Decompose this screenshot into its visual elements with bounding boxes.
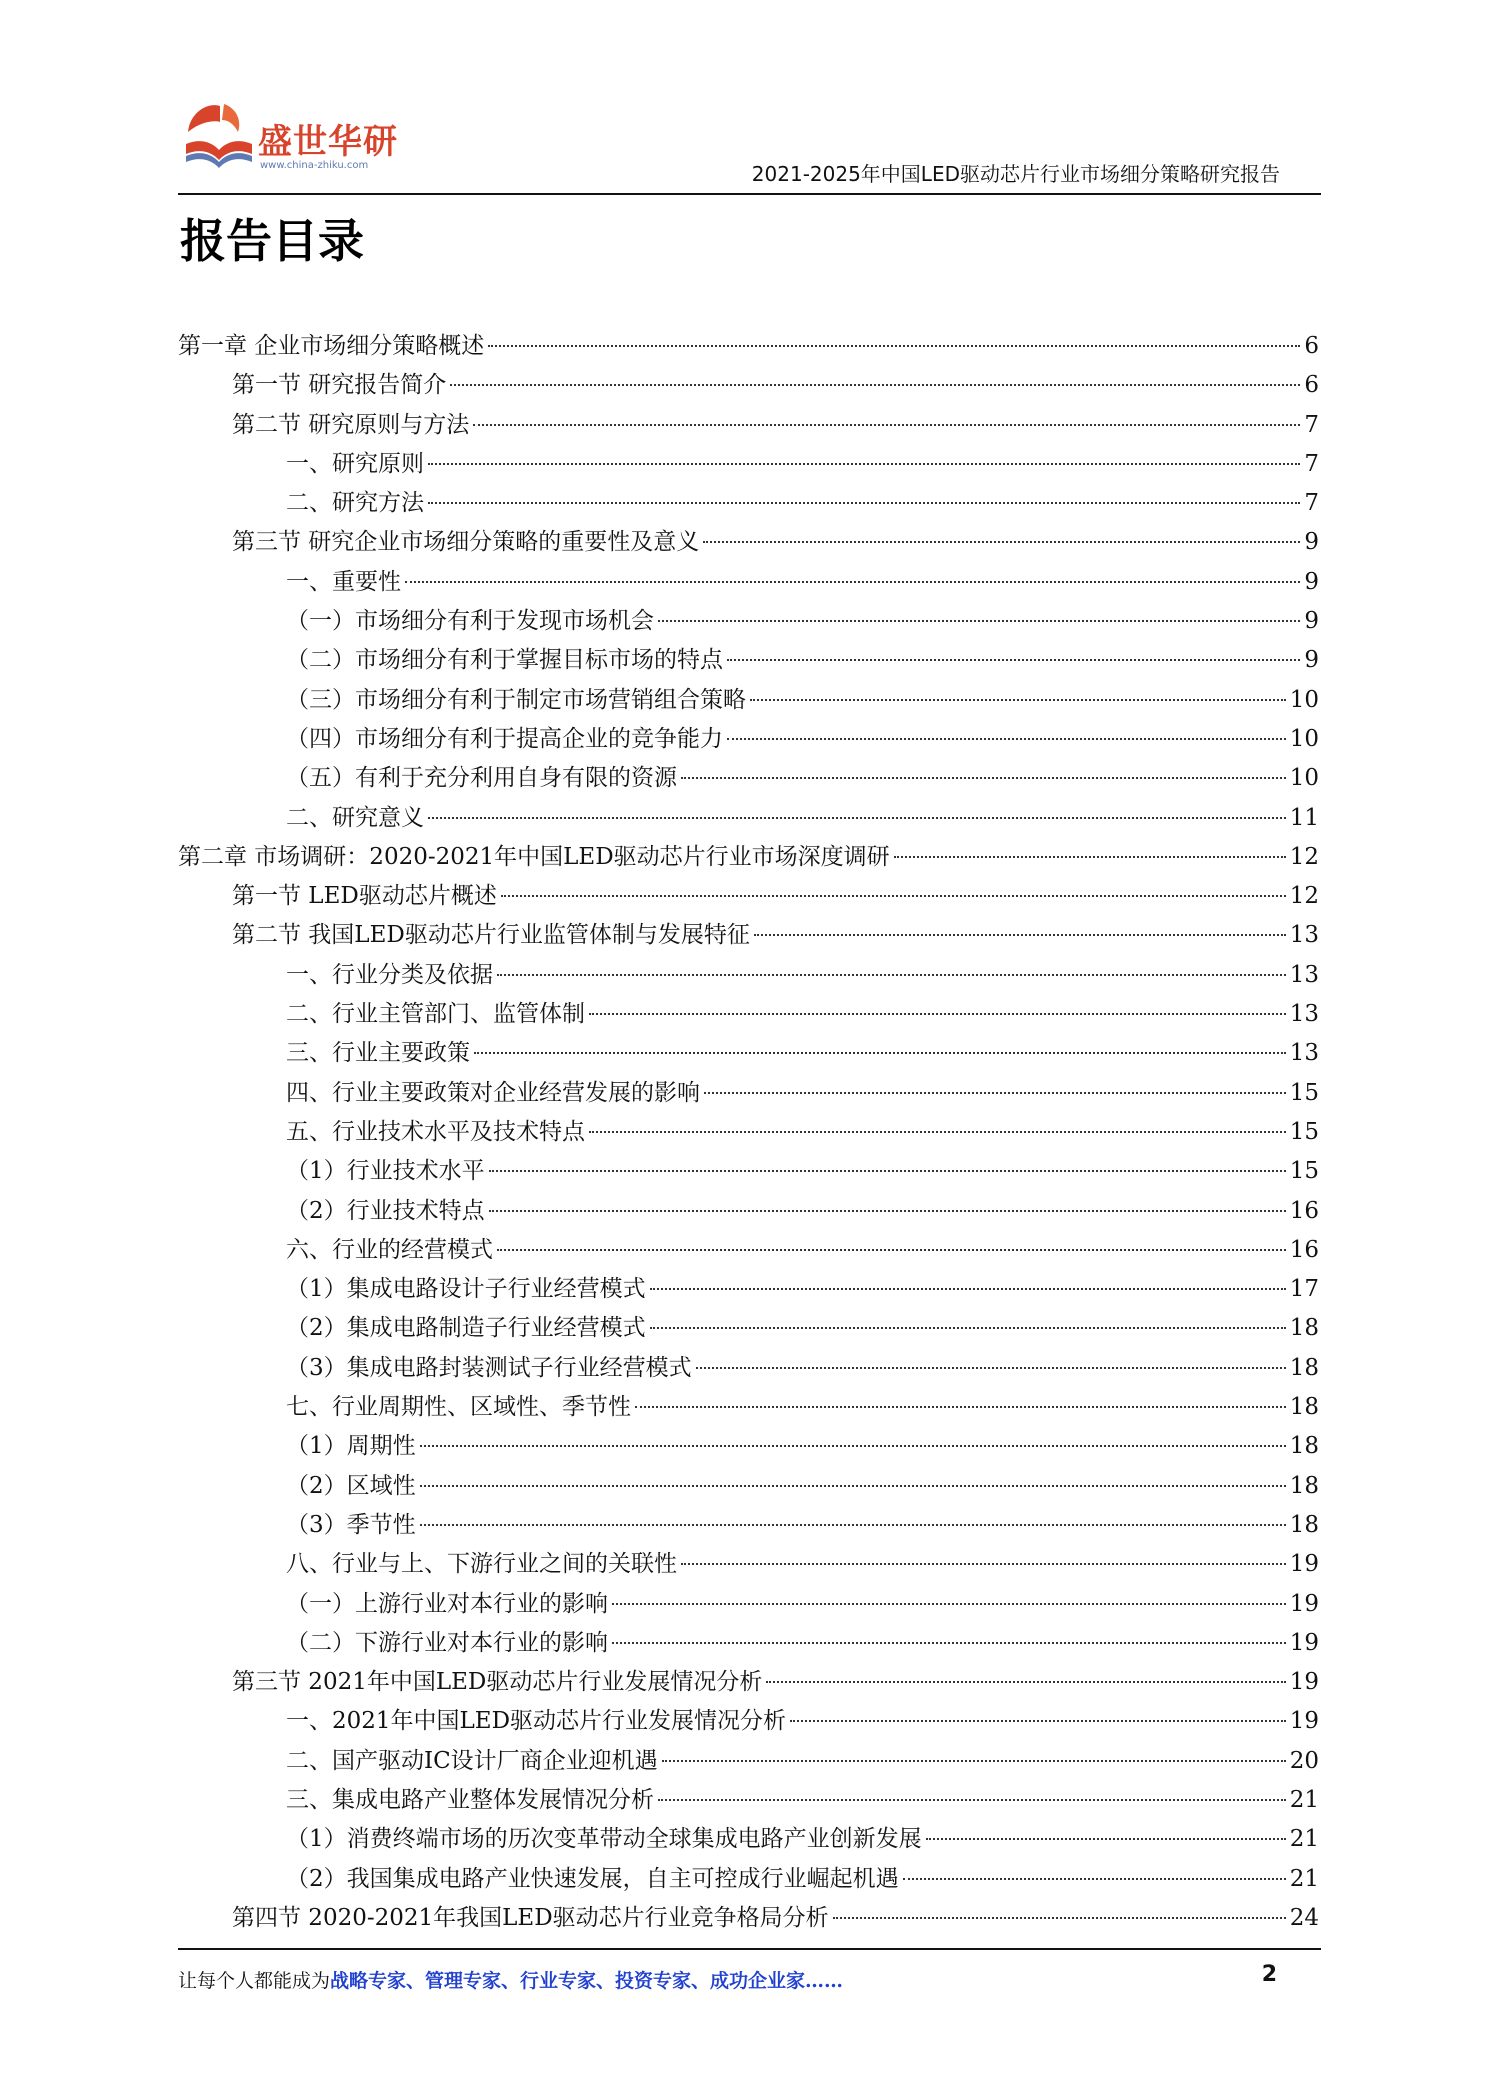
footer-slogan-highlight: 战略专家、管理专家、行业专家、投资专家、成功企业家…… [330,1970,844,1992]
toc-entry-page: 24 [1289,1904,1319,1931]
toc-entry-label: 二、国产驱动IC设计厂商企业迎机遇 [286,1747,658,1774]
toc-entry-page: 18 [1289,1394,1319,1421]
toc-entry[interactable] [178,1388,1319,1427]
logo-website: www.china-zhiku.com [260,160,369,171]
toc-entry-label: 第四节 2020-2021年我国LED驱动芯片行业竞争格局分析 [232,1904,829,1931]
toc-entry-page: 12 [1289,883,1319,910]
toc-entry-page: 18 [1289,1511,1319,1538]
book-logo-icon [180,98,258,176]
toc-entry-page: 21 [1289,1786,1319,1813]
toc-entry-label: （1）周期性 [286,1433,416,1460]
toc-entry-page: 10 [1289,725,1319,752]
toc-dot-leader [703,541,1300,543]
toc-dot-leader [658,1799,1286,1801]
toc-entry[interactable] [178,916,1319,955]
toc-entry-label: （三）市场细分有利于制定市场营销组合策略 [286,686,746,713]
toc-entry-label: （1）集成电路设计子行业经营模式 [286,1276,646,1303]
toc-entry-label: 一、研究原则 [286,450,424,477]
toc-dot-leader [926,1838,1286,1840]
toc-dot-leader [704,1092,1286,1094]
toc-entry-label: 四、行业主要政策对企业经营发展的影响 [286,1079,700,1106]
toc-dot-leader [833,1917,1286,1919]
toc-dot-leader [662,1760,1286,1762]
toc-dot-leader [489,1210,1286,1212]
toc-entry-page: 21 [1289,1826,1319,1853]
toc-entry[interactable] [178,1427,1319,1466]
toc-entry[interactable] [178,1231,1319,1270]
footer-slogan [178,1966,843,1993]
toc-entry-page: 9 [1304,568,1319,595]
toc-dot-leader [405,581,1300,583]
toc-entry-page: 9 [1304,608,1319,635]
toc-entry-label: 第二章 市场调研：2020-2021年中国LED驱动芯片行业市场深度调研 [178,843,890,870]
page-title: 报告目录 [180,214,364,268]
toc-entry[interactable] [178,1152,1319,1191]
toc-entry[interactable] [178,838,1319,877]
toc-entry[interactable] [178,1270,1319,1309]
toc-dot-leader [428,463,1300,465]
toc-entry-label: （二）市场细分有利于掌握目标市场的特点 [286,647,723,674]
toc-entry[interactable] [178,1663,1319,1702]
toc-entry[interactable] [178,1467,1319,1506]
toc-dot-leader [589,1013,1286,1015]
toc-entry-page: 10 [1289,686,1319,713]
toc-entry-label: 第一章 企业市场细分策略概述 [178,333,485,359]
toc-dot-leader [428,817,1286,819]
toc-entry-label: （二）下游行业对本行业的影响 [286,1629,608,1656]
toc-entry[interactable] [178,523,1319,562]
toc-dot-leader [589,1131,1286,1133]
toc-entry[interactable] [178,1545,1319,1584]
toc-dot-leader [474,1052,1286,1054]
toc-entry[interactable] [178,956,1319,995]
toc-dot-leader [497,974,1286,976]
toc-entry-page: 19 [1289,1669,1319,1696]
company-logo [180,98,540,183]
toc-dot-leader [681,1563,1286,1565]
toc-entry-label: 一、2021年中国LED驱动芯片行业发展情况分析 [286,1708,787,1735]
toc-entry-label: 一、行业分类及依据 [286,961,493,988]
toc-entry-page: 10 [1289,765,1319,792]
toc-entry[interactable] [178,995,1319,1034]
toc-dot-leader [903,1878,1286,1880]
page-number: 2 [1261,1962,1277,1987]
toc-entry-label: 二、研究方法 [286,490,424,517]
toc-entry[interactable] [178,1781,1319,1820]
toc-entry[interactable] [178,641,1319,680]
toc-entry[interactable] [178,602,1319,641]
toc-dot-leader [420,1524,1286,1526]
toc-entry-page: 17 [1289,1276,1319,1303]
toc-entry-page: 18 [1289,1472,1319,1499]
toc-entry[interactable] [178,799,1319,838]
toc-entry-page: 9 [1304,647,1319,674]
toc-dot-leader [650,1288,1286,1290]
toc-entry-page: 15 [1289,1079,1319,1106]
toc-entry-label: （五）有利于充分利用自身有限的资源 [286,765,677,792]
toc-entry-label: （一）上游行业对本行业的影响 [286,1590,608,1617]
toc-entry[interactable] [178,327,1319,366]
toc-entry-page: 21 [1289,1865,1319,1892]
toc-entry[interactable] [178,366,1319,405]
toc-entry-label: 八、行业与上、下游行业之间的关联性 [286,1551,677,1578]
toc-entry[interactable] [178,484,1319,523]
toc-entry[interactable] [178,563,1319,602]
toc-entry-page: 16 [1289,1197,1319,1224]
toc-entry-label: （1）行业技术水平 [286,1158,485,1185]
toc-entry-page: 13 [1289,1001,1319,1028]
toc-entry-label: 第三节 2021年中国LED驱动芯片行业发展情况分析 [232,1669,763,1696]
toc-entry-page: 15 [1289,1158,1319,1185]
toc-entry-label: （2）我国集成电路产业快速发展，自主可控成行业崛起机遇 [286,1865,899,1892]
toc-entry[interactable] [178,1820,1319,1859]
toc-entry-page: 7 [1304,411,1319,438]
toc-dot-leader [497,1249,1286,1251]
toc-entry-label: 第三节 研究企业市场细分策略的重要性及意义 [232,529,700,556]
toc-entry-label: 三、集成电路产业整体发展情况分析 [286,1786,654,1813]
toc-entry-page: 7 [1304,450,1319,477]
toc-dot-leader [727,738,1286,740]
toc-entry-label: （2）集成电路制造子行业经营模式 [286,1315,646,1342]
toc-entry[interactable] [178,1113,1319,1152]
toc-entry[interactable] [178,1309,1319,1348]
footer-slogan-prefix: 让每个人都能成为 [178,1970,331,1992]
toc-entry[interactable] [178,1899,1319,1938]
toc-entry[interactable] [178,681,1319,720]
toc-entry-label: 第二节 我国LED驱动芯片行业监管体制与发展特征 [232,922,750,949]
toc-entry[interactable] [178,1506,1319,1545]
toc-entry-label: （四）市场细分有利于提高企业的竞争能力 [286,725,723,752]
footer-divider [178,1948,1321,1950]
toc-dot-leader [420,1445,1286,1447]
toc-dot-leader [894,856,1286,858]
toc-entry-label: （2）行业技术特点 [286,1197,485,1224]
toc-dot-leader [428,502,1300,504]
toc-entry-label: （3）集成电路封装测试子行业经营模式 [286,1354,692,1381]
toc-entry-label: （一）市场细分有利于发现市场机会 [286,608,654,635]
toc-entry-page: 15 [1289,1118,1319,1145]
report-title: 2021-2025年中国LED驱动芯片行业市场细分策略研究报告 [751,162,1280,186]
toc-entry-page: 19 [1289,1629,1319,1656]
toc-entry[interactable] [178,1585,1319,1624]
toc-entry[interactable] [178,1034,1319,1073]
toc-entry-page: 12 [1289,843,1319,870]
toc-entry-page: 13 [1289,922,1319,949]
toc-entry-label: 七、行业周期性、区域性、季节性 [286,1394,631,1421]
toc-entry-page: 9 [1304,529,1319,556]
toc-entry[interactable] [178,877,1319,916]
toc-entry-page: 13 [1289,1040,1319,1067]
toc-entry-page: 16 [1289,1236,1319,1263]
toc-entry-label: 六、行业的经营模式 [286,1236,493,1263]
toc-dot-leader [681,777,1286,779]
toc-dot-leader [696,1367,1286,1369]
toc-entry-page: 18 [1289,1433,1319,1460]
toc-entry[interactable] [178,406,1319,445]
toc-dot-leader [473,424,1300,426]
toc-entry-page: 18 [1289,1315,1319,1342]
toc-entry-label: 五、行业技术水平及技术特点 [286,1118,585,1145]
toc-entry[interactable] [178,720,1319,759]
toc-dot-leader [650,1327,1286,1329]
toc-entry-label: 二、行业主管部门、监管体制 [286,1001,585,1028]
logo-company-name: 盛世华研 [258,122,398,162]
toc-entry-page: 18 [1289,1354,1319,1381]
toc-dot-leader [790,1720,1286,1722]
toc-dot-leader [450,384,1300,386]
toc-entry-label: （2）区域性 [286,1472,416,1499]
toc-dot-leader [658,620,1300,622]
toc-entry-label: 第一节 LED驱动芯片概述 [232,883,497,910]
toc-entry-page: 20 [1289,1747,1319,1774]
toc-entry-label: 三、行业主要政策 [286,1040,470,1067]
toc-entry[interactable] [178,759,1319,798]
toc-entry-label: 一、重要性 [286,568,401,595]
table-of-contents [178,327,1319,1938]
toc-entry[interactable] [178,1742,1319,1781]
toc-entry-label: 二、研究意义 [286,804,424,831]
toc-entry[interactable] [178,1860,1319,1899]
toc-dot-leader [754,934,1286,936]
toc-entry[interactable] [178,1349,1319,1388]
toc-dot-leader [488,345,1300,347]
toc-entry-page: 19 [1289,1551,1319,1578]
toc-dot-leader [766,1681,1285,1683]
toc-entry-label: （3）季节性 [286,1511,416,1538]
toc-dot-leader [635,1406,1286,1408]
toc-entry-page: 19 [1289,1590,1319,1617]
toc-entry-label: （1）消费终端市场的历次变革带动全球集成电路产业创新发展 [286,1826,922,1853]
toc-entry[interactable] [178,1624,1319,1663]
toc-dot-leader [489,1170,1286,1172]
toc-entry-label: 第一节 研究报告简介 [232,372,447,399]
toc-dot-leader [420,1485,1286,1487]
toc-dot-leader [727,659,1300,661]
toc-dot-leader [750,699,1286,701]
toc-entry[interactable] [178,1702,1319,1741]
toc-entry-page: 7 [1304,490,1319,517]
toc-entry-label: 第二节 研究原则与方法 [232,411,470,438]
toc-entry[interactable] [178,1192,1319,1231]
toc-entry-page: 19 [1289,1708,1319,1735]
toc-entry[interactable] [178,445,1319,484]
toc-entry-page: 6 [1304,372,1319,399]
toc-entry-page: 13 [1289,961,1319,988]
toc-entry-page: 6 [1304,333,1319,359]
toc-dot-leader [501,895,1286,897]
header-divider [178,193,1321,195]
toc-entry-page: 11 [1289,804,1319,831]
toc-dot-leader [612,1603,1286,1605]
toc-entry[interactable] [178,1074,1319,1113]
toc-dot-leader [612,1642,1286,1644]
